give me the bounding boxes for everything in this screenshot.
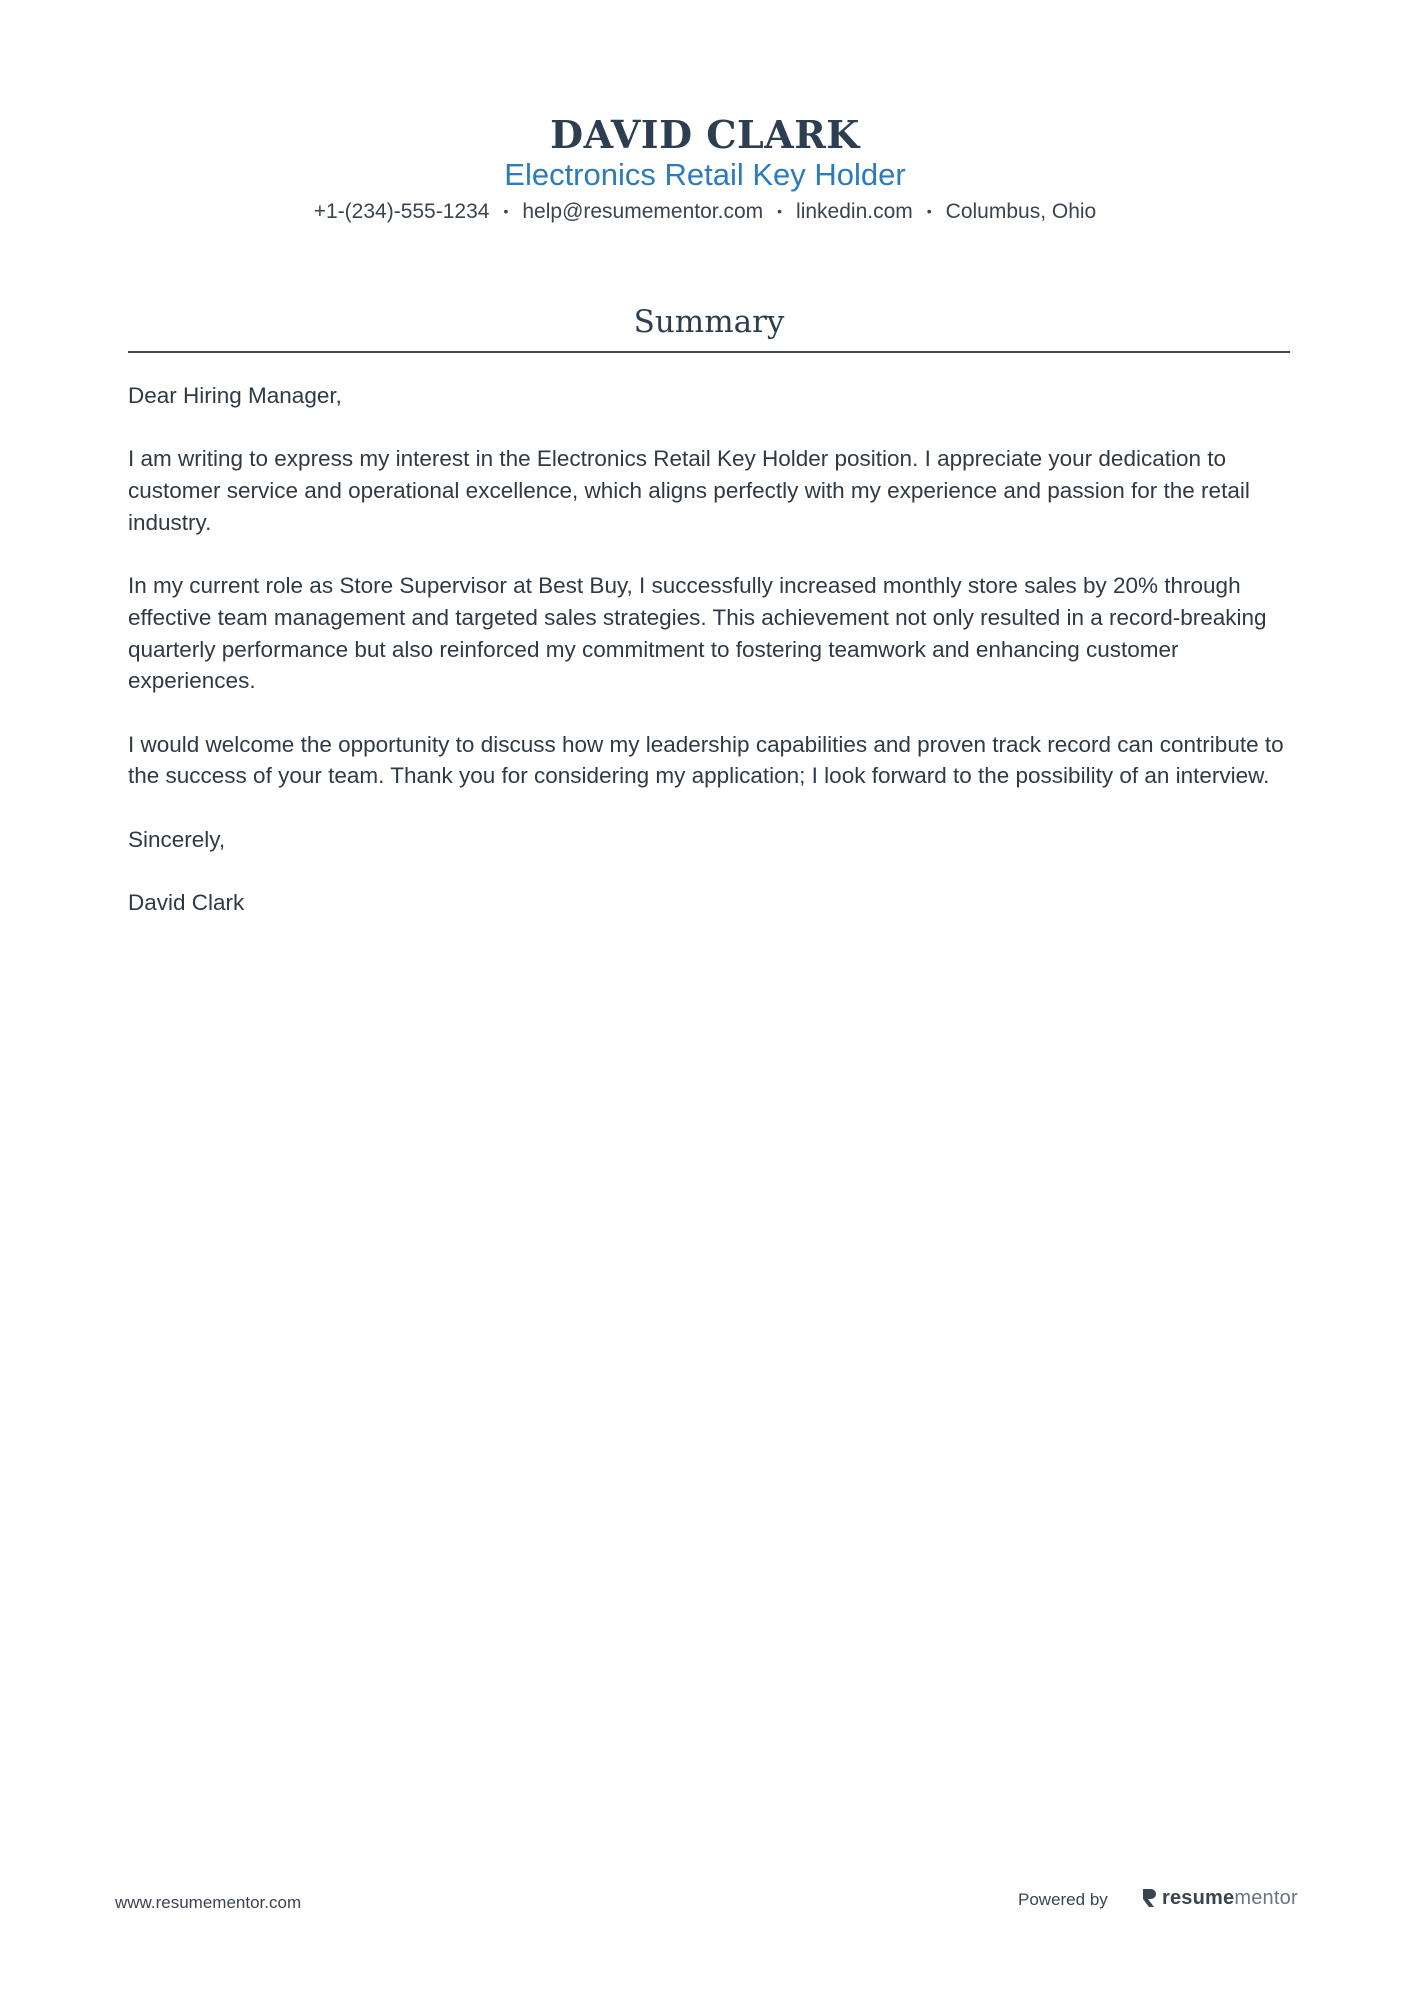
candidate-job-title: Electronics Retail Key Holder bbox=[504, 157, 906, 192]
resumementor-logo-icon bbox=[1141, 1887, 1158, 1909]
contact-separator: • bbox=[777, 203, 783, 219]
letter-paragraph: I would welcome the opportunity to discuss how my leadership capabilities and proven track record can contribute to the success of your team. Thank you for considering my application; I look forward to the possibility of an interview. bbox=[128, 731, 1284, 789]
section-title-summary: Summary bbox=[633, 304, 785, 340]
contact-email: help@resumementor.com bbox=[522, 200, 764, 223]
letter-paragraph: I am writing to express my interest in the Electronics Retail Key Holder position. I appreciate your dedication to customer service and operational excellence, which aligns perfectly with my experience and passion for the retail industry. bbox=[128, 446, 1250, 535]
footer-brand-logo[interactable] bbox=[1141, 1884, 1298, 1912]
section-divider bbox=[128, 351, 1290, 353]
brand-name: resumementor bbox=[1162, 1886, 1298, 1909]
letter-salutation: Dear Hiring Manager, bbox=[128, 383, 342, 408]
letter-closing: Sincerely, bbox=[128, 826, 226, 852]
letter-signature: David Clark bbox=[128, 890, 245, 916]
contact-separator: • bbox=[926, 203, 932, 219]
contact-location: Columbus, Ohio bbox=[945, 200, 1097, 223]
footer-powered-by: Powered by bbox=[1018, 1890, 1108, 1909]
letter-paragraph: In my current role as Store Supervisor at Best Buy, I successfully increased monthly store sales by 20% through effective team management and targeted sales strategies. This achievement not only resulted in a record-breaking quarterly performance but also reinforced my commitment to fostering teamwork and enhancing customer experiences. bbox=[128, 573, 1267, 694]
contact-linkedin: linkedin.com bbox=[796, 200, 913, 223]
contact-line bbox=[0, 196, 1410, 227]
contact-phone: +1-(234)-555-1234 bbox=[313, 200, 490, 223]
letter-body bbox=[128, 380, 1290, 951]
contact-separator: • bbox=[503, 203, 509, 219]
letter-header bbox=[0, 112, 1410, 227]
footer-website-link[interactable]: www.resumementor.com bbox=[115, 1893, 302, 1912]
candidate-name: DAVID CLARK bbox=[550, 112, 860, 157]
